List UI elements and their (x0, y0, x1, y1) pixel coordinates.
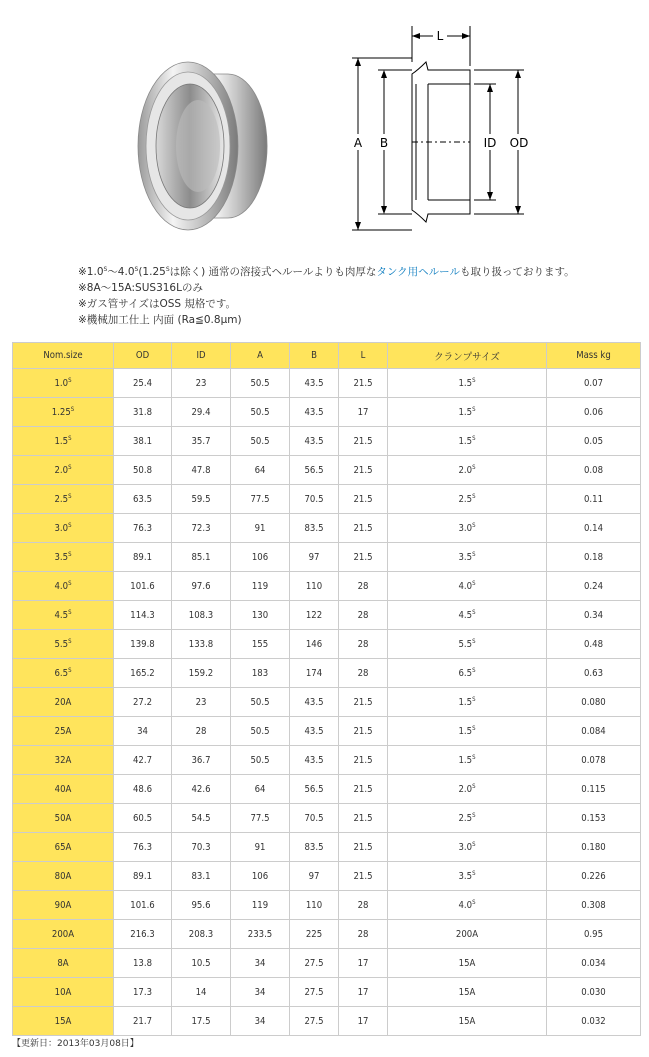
cell-mass: 0.24 (547, 572, 641, 601)
cell-clamp-size: $2.5^S$ (388, 485, 547, 514)
cell-od: 101.6 (114, 572, 172, 601)
cell-id: 72.3 (172, 514, 231, 543)
cell-a: 50.5 (231, 688, 290, 717)
table-row (13, 659, 641, 688)
cell-l: 28 (339, 659, 388, 688)
cell-id: 29.4 (172, 398, 231, 427)
cell-b: 83.5 (290, 833, 339, 862)
table-row (13, 427, 641, 456)
cell-clamp-size: $5.5^S$ (388, 630, 547, 659)
cell-mass: 0.07 (547, 369, 641, 398)
cell-clamp-size: $3.5^S$ (388, 543, 547, 572)
cell-clamp-size: $1.5^S$ (388, 427, 547, 456)
cell-nomsize: $4.0^S$ (13, 572, 114, 601)
cell-od: 13.8 (114, 949, 172, 978)
cell-l: 21.5 (339, 775, 388, 804)
cell-nomsize: 50A (13, 804, 114, 833)
cell-l: 28 (339, 572, 388, 601)
cell-b: 110 (290, 572, 339, 601)
cell-b: 70.5 (290, 485, 339, 514)
label-l: L (436, 29, 444, 43)
cell-a: 34 (231, 978, 290, 1007)
cell-a: 91 (231, 514, 290, 543)
cell-mass: 0.034 (547, 949, 641, 978)
cell-clamp-size: $4.0^S$ (388, 891, 547, 920)
cell-l: 21.5 (339, 717, 388, 746)
cell-od: 21.7 (114, 1007, 172, 1036)
cell-a: 50.5 (231, 746, 290, 775)
cell-clamp-size: $2.0^S$ (388, 775, 547, 804)
cell-mass: 0.63 (547, 659, 641, 688)
cell-od: 50.8 (114, 456, 172, 485)
cell-mass: 0.153 (547, 804, 641, 833)
cell-clamp-size: $4.0^S$ (388, 572, 547, 601)
cell-id: 85.1 (172, 543, 231, 572)
cell-nomsize: $3.0^S$ (13, 514, 114, 543)
cell-nomsize: $6.5^S$ (13, 659, 114, 688)
cell-nomsize: $3.5^S$ (13, 543, 114, 572)
cell-mass: 0.05 (547, 427, 641, 456)
table-row (13, 485, 641, 514)
cell-id: 108.3 (172, 601, 231, 630)
cell-b: 56.5 (290, 456, 339, 485)
cell-mass: 0.48 (547, 630, 641, 659)
cell-mass: 0.030 (547, 978, 641, 1007)
cell-clamp-size: $6.5^S$ (388, 659, 547, 688)
cell-nomsize: 200A (13, 920, 114, 949)
cell-nomsize: 40A (13, 775, 114, 804)
cell-mass: 0.115 (547, 775, 641, 804)
col-mass: Mass kg (547, 343, 641, 369)
cell-l: 21.5 (339, 514, 388, 543)
tank-ferrule-link[interactable]: タンク用ヘルール (376, 266, 460, 278)
cell-od: 89.1 (114, 862, 172, 891)
cell-clamp-size: $3.5^S$ (388, 862, 547, 891)
cell-l: 21.5 (339, 804, 388, 833)
cell-id: 133.8 (172, 630, 231, 659)
table-header-row (13, 343, 641, 369)
cell-id: 14 (172, 978, 231, 1007)
cell-id: 10.5 (172, 949, 231, 978)
cell-nomsize: $1.0^S$ (13, 369, 114, 398)
cell-mass: 0.06 (547, 398, 641, 427)
cell-a: 155 (231, 630, 290, 659)
updated-date: 【更新日：2013年03月08日】 (12, 1039, 139, 1049)
cell-id: 35.7 (172, 427, 231, 456)
cell-a: 106 (231, 543, 290, 572)
cell-a: 64 (231, 456, 290, 485)
col-a: A (231, 343, 290, 369)
table-row (13, 456, 641, 485)
cell-a: 50.5 (231, 398, 290, 427)
table-row (13, 717, 641, 746)
cell-mass: 0.11 (547, 485, 641, 514)
cell-clamp-size: $1.5^S$ (388, 398, 547, 427)
table-row (13, 920, 641, 949)
cell-od: 27.2 (114, 688, 172, 717)
spec-table (12, 342, 641, 1036)
cell-od: 114.3 (114, 601, 172, 630)
cell-mass: 0.18 (547, 543, 641, 572)
cell-b: 97 (290, 543, 339, 572)
table-row (13, 630, 641, 659)
cell-id: 97.6 (172, 572, 231, 601)
table-row (13, 949, 641, 978)
cell-od: 34 (114, 717, 172, 746)
table-row (13, 369, 641, 398)
table-row (13, 514, 641, 543)
cell-a: 64 (231, 775, 290, 804)
table-row (13, 833, 641, 862)
cell-b: 27.5 (290, 949, 339, 978)
cell-l: 21.5 (339, 369, 388, 398)
cell-id: 23 (172, 369, 231, 398)
cell-od: 60.5 (114, 804, 172, 833)
table-row (13, 775, 641, 804)
table-row (13, 862, 641, 891)
cell-b: 43.5 (290, 717, 339, 746)
cell-a: 91 (231, 833, 290, 862)
cell-b: 97 (290, 862, 339, 891)
cell-b: 56.5 (290, 775, 339, 804)
cell-id: 36.7 (172, 746, 231, 775)
cell-a: 34 (231, 949, 290, 978)
product-figure-area (0, 0, 649, 262)
cell-mass: 0.078 (547, 746, 641, 775)
col-id: ID (172, 343, 231, 369)
cell-od: 139.8 (114, 630, 172, 659)
cell-mass: 0.180 (547, 833, 641, 862)
cell-a: 183 (231, 659, 290, 688)
cell-l: 28 (339, 920, 388, 949)
cell-l: 21.5 (339, 485, 388, 514)
cell-b: 83.5 (290, 514, 339, 543)
cell-nomsize: $2.5^S$ (13, 485, 114, 514)
cell-id: 70.3 (172, 833, 231, 862)
cell-b: 225 (290, 920, 339, 949)
cell-b: 43.5 (290, 688, 339, 717)
table-row (13, 398, 641, 427)
cell-b: 146 (290, 630, 339, 659)
label-od: OD (509, 136, 529, 150)
cell-b: 27.5 (290, 1007, 339, 1036)
cell-a: 34 (231, 1007, 290, 1036)
table-row (13, 978, 641, 1007)
cell-nomsize: 8A (13, 949, 114, 978)
cell-clamp-size: $3.0^S$ (388, 514, 547, 543)
cell-a: 50.5 (231, 369, 290, 398)
cell-clamp-size: $1.5^S$ (388, 717, 547, 746)
cell-od: 31.8 (114, 398, 172, 427)
cell-l: 17 (339, 949, 388, 978)
cell-b: 70.5 (290, 804, 339, 833)
cell-id: 23 (172, 688, 231, 717)
cell-clamp-size: $1.5^S$ (388, 688, 547, 717)
cell-id: 28 (172, 717, 231, 746)
note-3: ※ガス管サイズはOSS 規格です。 (78, 298, 237, 310)
cell-mass: 0.34 (547, 601, 641, 630)
cell-id: 208.3 (172, 920, 231, 949)
cell-id: 54.5 (172, 804, 231, 833)
cell-od: 25.4 (114, 369, 172, 398)
cell-l: 28 (339, 630, 388, 659)
cell-b: 43.5 (290, 746, 339, 775)
table-row (13, 543, 641, 572)
cell-nomsize: $4.5^S$ (13, 601, 114, 630)
cell-nomsize: $1.25^S$ (13, 398, 114, 427)
cell-od: 17.3 (114, 978, 172, 1007)
cell-od: 216.3 (114, 920, 172, 949)
cell-b: 27.5 (290, 978, 339, 1007)
cell-l: 21.5 (339, 543, 388, 572)
notes (78, 262, 638, 328)
cell-id: 83.1 (172, 862, 231, 891)
cell-l: 17 (339, 1007, 388, 1036)
cell-b: 43.5 (290, 427, 339, 456)
dimension-diagram (340, 22, 540, 242)
cell-a: 119 (231, 891, 290, 920)
note-1: $※1.0^S\sim 4.0^S(1.25^S$は除く) 通常の溶接式ヘルールよりも肉厚なタンク用ヘルールも取り扱っております。 (78, 266, 575, 278)
cell-nomsize: 25A (13, 717, 114, 746)
cell-l: 28 (339, 601, 388, 630)
cell-od: 48.6 (114, 775, 172, 804)
cell-b: 122 (290, 601, 339, 630)
col-clamp-size: クランプサイズ (388, 343, 547, 369)
label-b: B (379, 136, 389, 150)
cell-l: 21.5 (339, 456, 388, 485)
table-row (13, 601, 641, 630)
note-4: ※機械加工仕上 内面 (Ra≦0.8μm) (78, 314, 242, 326)
label-id: ID (483, 136, 497, 150)
col-nomsize: Nom.size (13, 343, 114, 369)
cell-mass: 0.226 (547, 862, 641, 891)
cell-id: 42.6 (172, 775, 231, 804)
table-row (13, 804, 641, 833)
col-l: L (339, 343, 388, 369)
cell-clamp-size: $2.0^S$ (388, 456, 547, 485)
cell-nomsize: 80A (13, 862, 114, 891)
cell-nomsize: 90A (13, 891, 114, 920)
cell-od: 63.5 (114, 485, 172, 514)
cell-l: 21.5 (339, 862, 388, 891)
table-row (13, 688, 641, 717)
cell-mass: 0.080 (547, 688, 641, 717)
cell-l: 17 (339, 398, 388, 427)
cell-b: 43.5 (290, 369, 339, 398)
cell-l: 21.5 (339, 833, 388, 862)
cell-a: 233.5 (231, 920, 290, 949)
cell-clamp-size: $3.0^S$ (388, 833, 547, 862)
cell-nomsize: 15A (13, 1007, 114, 1036)
cell-mass: 0.14 (547, 514, 641, 543)
cell-l: 17 (339, 978, 388, 1007)
cell-nomsize: 20A (13, 688, 114, 717)
cell-nomsize: $2.0^S$ (13, 456, 114, 485)
cell-od: 76.3 (114, 514, 172, 543)
cell-id: 95.6 (172, 891, 231, 920)
cell-clamp-size: $1.5^S$ (388, 746, 547, 775)
col-b: B (290, 343, 339, 369)
table-row (13, 746, 641, 775)
cell-id: 159.2 (172, 659, 231, 688)
cell-a: 77.5 (231, 485, 290, 514)
cell-od: 165.2 (114, 659, 172, 688)
cell-clamp-size: 15A (388, 949, 547, 978)
cell-mass: 0.08 (547, 456, 641, 485)
cell-clamp-size: $2.5^S$ (388, 804, 547, 833)
cell-mass: 0.95 (547, 920, 641, 949)
cell-od: 76.3 (114, 833, 172, 862)
cell-l: 21.5 (339, 746, 388, 775)
cell-a: 106 (231, 862, 290, 891)
cell-l: 28 (339, 891, 388, 920)
cell-a: 50.5 (231, 717, 290, 746)
cell-mass: 0.308 (547, 891, 641, 920)
cell-l: 21.5 (339, 427, 388, 456)
note-2: ※8A～15A:SUS316Lのみ (78, 282, 203, 294)
cell-od: 42.7 (114, 746, 172, 775)
cell-od: 101.6 (114, 891, 172, 920)
col-od: OD (114, 343, 172, 369)
cell-a: 119 (231, 572, 290, 601)
table-row (13, 891, 641, 920)
cell-od: 38.1 (114, 427, 172, 456)
cell-b: 174 (290, 659, 339, 688)
cell-b: 43.5 (290, 398, 339, 427)
cell-clamp-size: $1.5^S$ (388, 369, 547, 398)
cell-nomsize: $1.5^S$ (13, 427, 114, 456)
cell-a: 77.5 (231, 804, 290, 833)
table-row (13, 1007, 641, 1036)
ferrule-photo (128, 52, 268, 242)
table-row (13, 572, 641, 601)
cell-b: 110 (290, 891, 339, 920)
cell-a: 50.5 (231, 427, 290, 456)
cell-clamp-size: $4.5^S$ (388, 601, 547, 630)
cell-id: 17.5 (172, 1007, 231, 1036)
cell-nomsize: $5.5^S$ (13, 630, 114, 659)
cell-id: 59.5 (172, 485, 231, 514)
cell-a: 130 (231, 601, 290, 630)
cell-nomsize: 10A (13, 978, 114, 1007)
cell-nomsize: 65A (13, 833, 114, 862)
cell-l: 21.5 (339, 688, 388, 717)
cell-mass: 0.032 (547, 1007, 641, 1036)
cell-mass: 0.084 (547, 717, 641, 746)
cell-id: 47.8 (172, 456, 231, 485)
cell-clamp-size: 15A (388, 978, 547, 1007)
cell-nomsize: 32A (13, 746, 114, 775)
cell-clamp-size: 200A (388, 920, 547, 949)
cell-clamp-size: 15A (388, 1007, 547, 1036)
cell-od: 89.1 (114, 543, 172, 572)
label-a: A (353, 136, 363, 150)
